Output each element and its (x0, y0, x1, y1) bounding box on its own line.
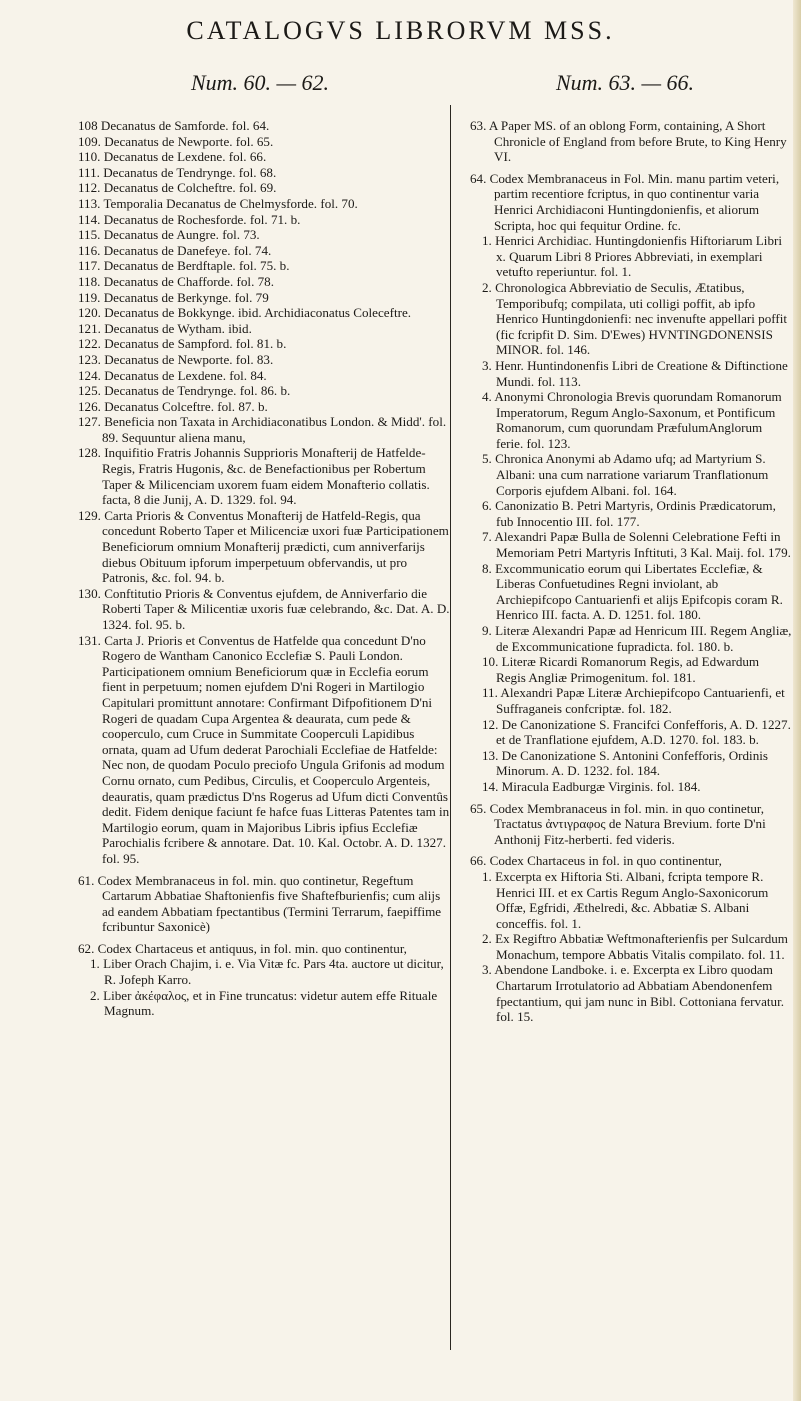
catalog-entry: 112. Decanatus de Colcheftre. fol. 69. (78, 180, 277, 196)
catalog-entry: 131. Carta J. Prioris et Conventus de Hatfelde qua concedunt D'no Rogero de Wantham Canonico Ecclefiæ S. Pauli London. Participationem omnium Beneficiorum quæ in Ecclefia eorum fient in perpetuum; nomen ejufdem D'ni Rogeri in Martilogio Capitulari promittunt annotare: Confirmant Difpofitionem D'ni Rogeri de quadam Cupa Argentea & deaurata, cum pede & cooperculo, cum Cruce in Summitate Cooperculi Lapidibus ornata, quam ad Ufum dederat Parochiali Ecclefiae de Hatfelde: Nec non, de quodam Poculo preciofo Ungula Grifonis ad modum Cornu ornato, cum Pedibus, Circulis, et Cooperculo Argenteis, deauratis, quam prædictus D'ns Rogerus ad Ufum dicti Conventûs dedit. Fidem denique faciunt fe hafce fuas Litteras Patentes tam in Martilogio eorum, quam in Majoribus Libris ipfius Ecclefiæ Parochialis fcribere & annotare. Dat. 10. Kal. Octobr. A. D. 1327. fol. 95. (78, 632, 450, 866)
catalog-entry: 1. Excerpta ex Hiftoria Sti. Albani, fcripta tempore R. Henrici III. et ex Cartis Regum Anglo-Saxonicorum Offæ, Egfridi, Æthelredi, &c. Abbatiæ S. Albani conceffis. fol. 1. (482, 868, 769, 931)
page-title: CATALOGVS LIBRORVM MSS. (186, 16, 615, 45)
catalog-entry: 1. Henrici Archidiac. Huntingdonienfis Hiftoriarum Libri x. Quarum Libri 8 Priores Abbreviati, in exemplari vetufto reperiuntur. fol. 1. (482, 233, 782, 280)
catalog-entry: 6. Canonizatio B. Petri Martyris, Ordinis Prædicatorum, fub Innocentio III. fol. 177. (482, 498, 776, 529)
left-column (78, 118, 450, 1019)
right-column-range: Num. 63. — 66. (555, 70, 695, 95)
catalog-entry: 111. Decanatus de Tendrynge. fol. 68. (78, 164, 277, 180)
catalog-entry: 130. Conftitutio Prioris & Conventus ejufdem, de Anniverfario die Roberti Taper & Milicentiæ uxoris fuæ celebrando, &c. Dat. A. D. 1324. fol. 95. b. (78, 585, 450, 632)
catalog-entry: 5. Chronica Anonymi ab Adamo ufq; ad Martyrium S. Albani: una cum narratione variarum Tranflationum Corporis ejufdem Albani. fol. 164. (482, 451, 769, 498)
page-edge (793, 0, 801, 1401)
catalog-entry: 10. Literæ Ricardi Romanorum Regis, ad Edwardum Regis Angliæ Primogenitum. fol. 181. (482, 654, 760, 685)
right-column (470, 118, 792, 1025)
catalog-entry: 114. Decanatus de Rochesforde. fol. 71. b. (78, 211, 301, 227)
catalog-entry: 127. Beneficia non Taxata in Archidiaconatibus London. & Midd'. fol. 89. Sequuntur aliena manu, (78, 414, 447, 445)
catalog-entry: 128. Inquifitio Fratris Johannis Supprioris Monafterij de Hatfelde-Regis, Fratris Hugonis, &c. de Benefactionibus per Robertum Taper & Milicenciam uxorem fuam eidem Monafterio collatis. facta, 8 die Junij, A. D. 1329. fol. 94. (78, 445, 430, 508)
catalog-entry: 62. Codex Chartaceus et antiquus, in fol. min. quo continentur, (78, 940, 407, 956)
catalog-entry: 126. Decanatus Colceftre. fol. 87. b. (78, 398, 268, 414)
catalog-entry: 61. Codex Membranaceus in fol. min. quo continetur, Regeftum Cartarum Abbatiae Shaftonienfis five Shaftefburienfis; cum alijs ad eandem Abbatiam fpectantibus (Termini Terrarum, faepiffime fcribuntur Saxonicè) (78, 872, 442, 935)
catalog-entry: 3. Henr. Huntindonenfis Libri de Creatione & Diftinctione Mundi. fol. 113. (482, 357, 788, 389)
catalog-entry: 1. Liber Orach Chajim, i. e. Via Vitæ fc. Pars 4ta. auctore ut dicitur, R. Jofeph Karro. (90, 956, 444, 988)
catalog-entry: 119. Decanatus de Berkynge. fol. 79 (78, 289, 269, 305)
catalog-entry: 110. Decanatus de Lexdene. fol. 66. (78, 149, 267, 165)
catalog-entry: 109. Decanatus de Newporte. fol. 65. (78, 133, 274, 149)
catalog-entry: 11. Alexandri Papæ Literæ Archiepifcopo Cantuarienfi, et Suffraganeis confcriptæ. fol. 182. (482, 685, 785, 716)
catalog-entry: 2. Liber ἀκέφαλος, et in Fine truncatus: videtur autem effe Rituale Magnum. (90, 987, 438, 1019)
catalog-entry: 124. Decanatus de Lexdene. fol. 84. (78, 367, 267, 383)
catalog-entry: 13. De Canonizatione S. Antonini Confefforis, Ordinis Minorum. A. D. 1232. fol. 184. (482, 747, 768, 779)
catalog-entry: 3. Abendone Landboke. i. e. Excerpta ex Libro quodam Chartarum Irrotulatorio ad Abbatiam Abendonenfem fpectantium, qui jam nunc in Bibl. Cottoniana fervatur. fol. 15. (482, 962, 784, 1025)
catalog-entry: 123. Decanatus de Newporte. fol. 83. (78, 351, 274, 367)
catalog-entry: 12. De Canonizatione S. Francifci Confefforis, A. D. 1227. et de Tranflatione ejufdem, A.D. 1270. fol. 183. b. (482, 716, 791, 748)
catalog-entry: 120. Decanatus de Bokkynge. ibid. Archidiaconatus Coleceftre. (78, 305, 412, 321)
catalog-entry: 122. Decanatus de Sampford. fol. 81. b. (78, 336, 287, 352)
catalog-entry: 116. Decanatus de Danefeye. fol. 74. (78, 242, 272, 258)
catalog-entry: 9. Literæ Alexandri Papæ ad Henricum III. Regem Angliæ, de Excommunicatione fupradicta. fol. 180. b. (482, 623, 792, 654)
catalog-entry: 64. Codex Membranaceus in Fol. Min. manu partim veteri, partim recentiore fcriptus, in quo continentur varia Henrici Archidiaconi Huntingdonienfis, et aliorum Scripta, hoc qui fequitur Ordine. fc. (470, 170, 780, 233)
catalog-entry: 108 Decanatus de Samforde. fol. 64. (78, 118, 270, 133)
catalog-entry: 125. Decanatus de Tendrynge. fol. 86. b. (78, 383, 291, 399)
catalog-entry: 117. Decanatus de Berdftaple. fol. 75. b. (78, 258, 290, 274)
left-column-range: Num. 60. — 62. (190, 70, 330, 95)
catalog-entry: 2. Ex Regiftro Abbatiæ Weftmonafterienfis per Sulcardum Monachum, tempore Abbatis Vitalis compilato. fol. 11. (482, 931, 788, 962)
catalog-entry: 129. Carta Prioris & Conventus Monafterij de Hatfeld-Regis, qua concedunt Roberto Taper et Milicenciæ uxori fuæ Participationem Beneficiorum omnium Monafterij prædicti, cum anniverfarijs diebus Obituum ipforum imperpetuum obfervandis, ut pro Patronis, &c. fol. 94. b. (78, 507, 449, 586)
catalog-entry: 8. Excommunicatio eorum qui Libertates Ecclefiæ, & Liberas Confuetudines Regni inviolant, ab Archiepifcopo Cantuarienfi et alijs Epifcopis coram R. Henrico III. facta. A. D. 1251. fol. 180. (482, 560, 783, 623)
catalog-entry: 66. Codex Chartaceus in fol. in quo continentur, (470, 853, 722, 869)
catalog-entry: 63. A Paper MS. of an oblong Form, containing, A Short Chronicle of England from before Brute, to King Henry VI. (470, 118, 787, 165)
catalog-entry: 118. Decanatus de Chafforde. fol. 78. (78, 273, 274, 289)
catalog-entry: 14. Miracula Eadburgæ Virginis. fol. 184. (482, 778, 701, 794)
catalog-entry: 65. Codex Membranaceus in fol. min. in quo continetur, Tractatus ἀντιγραφος de Natura Brevium. forte D'ni Anthonij Fitz-herberti. fed videris. (470, 800, 766, 847)
catalog-entry: 4. Anonymi Chronologia Brevis quorundam Romanorum Imperatorum, Regum Anglo-Saxonum, et Pontificum Romanorum, cum quorundam PræfulumAnglorum ferie. fol. 123. (482, 389, 782, 451)
catalog-entry: 121. Decanatus de Wytham. ibid. (78, 320, 252, 336)
catalog-entry: 2. Chronologica Abbreviatio de Seculis, Ætatibus, Temporibufq; compilata, uti colligi poffit, ab ipfo Henrico Huntingdonienfi: nec invenufte appellari poffit (fic fcripfit D. Sim. D'Ewes) HVNTINGDONENSIS MINOR. fol. 146. (482, 279, 788, 358)
catalog-entry: 7. Alexandri Papæ Bulla de Solenni Celebratione Fefti in Memoriam Petri Martyris Inftituti, 3 Kal. Maij. fol. 179. (482, 529, 791, 561)
column-divider (450, 105, 451, 1350)
catalog-entry: 113. Temporalia Decanatus de Chelmysforde. fol. 70. (78, 195, 358, 211)
catalog-entry: 115. Decanatus de Aungre. fol. 73. (78, 227, 260, 243)
